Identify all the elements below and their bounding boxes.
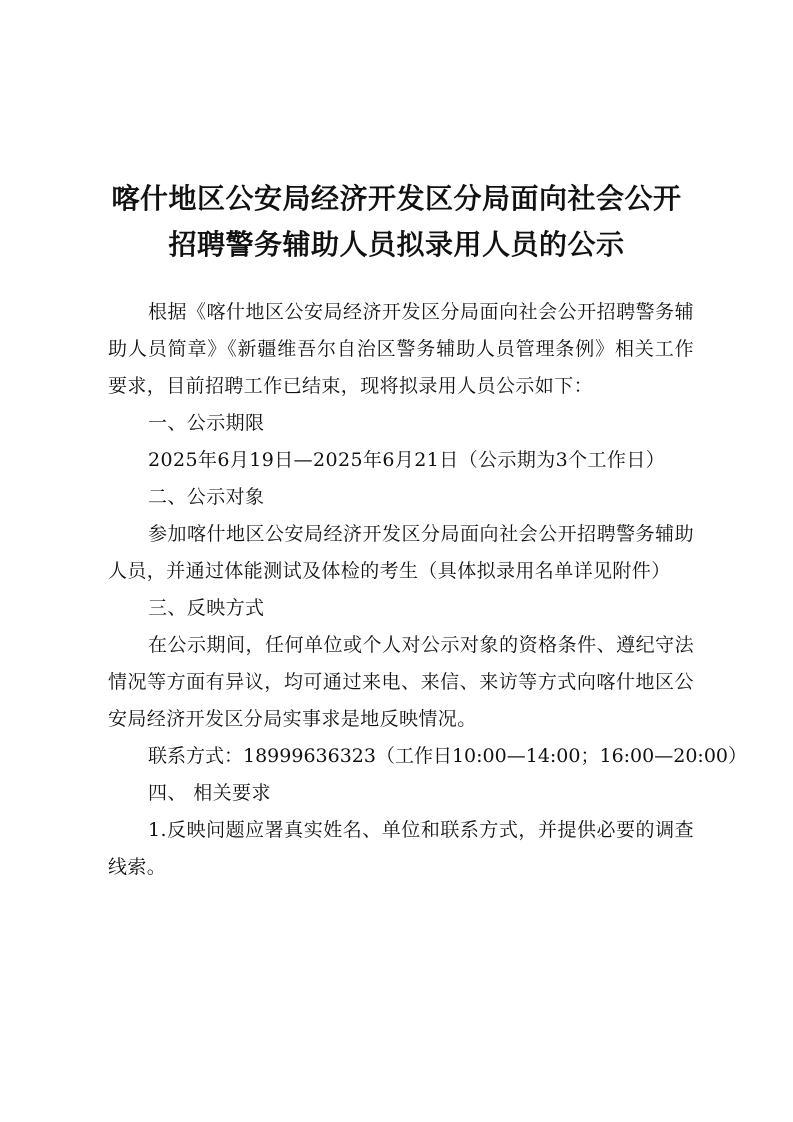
document-body [108,294,747,886]
section-heading-feedback: 三、反映方式 [148,597,265,619]
contact-line: 联系方式：18999636323（工作日10:00—14:00；16:00—20:00） [148,745,747,767]
section-heading-requirements: 四、 相关要求 [148,782,271,804]
section-heading-subjects: 二、公示对象 [148,486,265,508]
period-paragraph: 2025年6月19日—2025年6月21日（公示期为3个工作日） [148,449,666,471]
feedback-paragraph: 在公示期间，任何单位或个人对公示对象的资格条件、遵纪守法情况等方面有异议，均可通过来电、来信、来访等方式向喀什地区公安局经济开发区分局实事求是地反映情况。 [108,634,694,730]
document-title [60,176,733,268]
intro-paragraph: 根据《喀什地区公安局经济开发区分局面向社会公开招聘警务辅助人员简章》《新疆维吾尔自治区警务辅助人员管理条例》相关工作要求，目前招聘工作已结束，现将拟录用人员公示如下： [108,301,694,397]
section-heading-period: 一、公示期限 [148,412,265,434]
title-line-1: 喀什地区公安局经济开发区分局面向社会公开 [111,182,682,215]
requirement-item-1: 1.反映问题应署真实姓名、单位和联系方式，并提供必要的调查线索。 [108,819,694,878]
title-line-2: 招聘警务辅助人员拟录用人员的公示 [168,228,625,261]
subjects-paragraph: 参加喀什地区公安局经济开发区分局面向社会公开招聘警务辅助人员，并通过体能测试及体检的考生（具体拟录用名单详见附件） [108,523,694,582]
